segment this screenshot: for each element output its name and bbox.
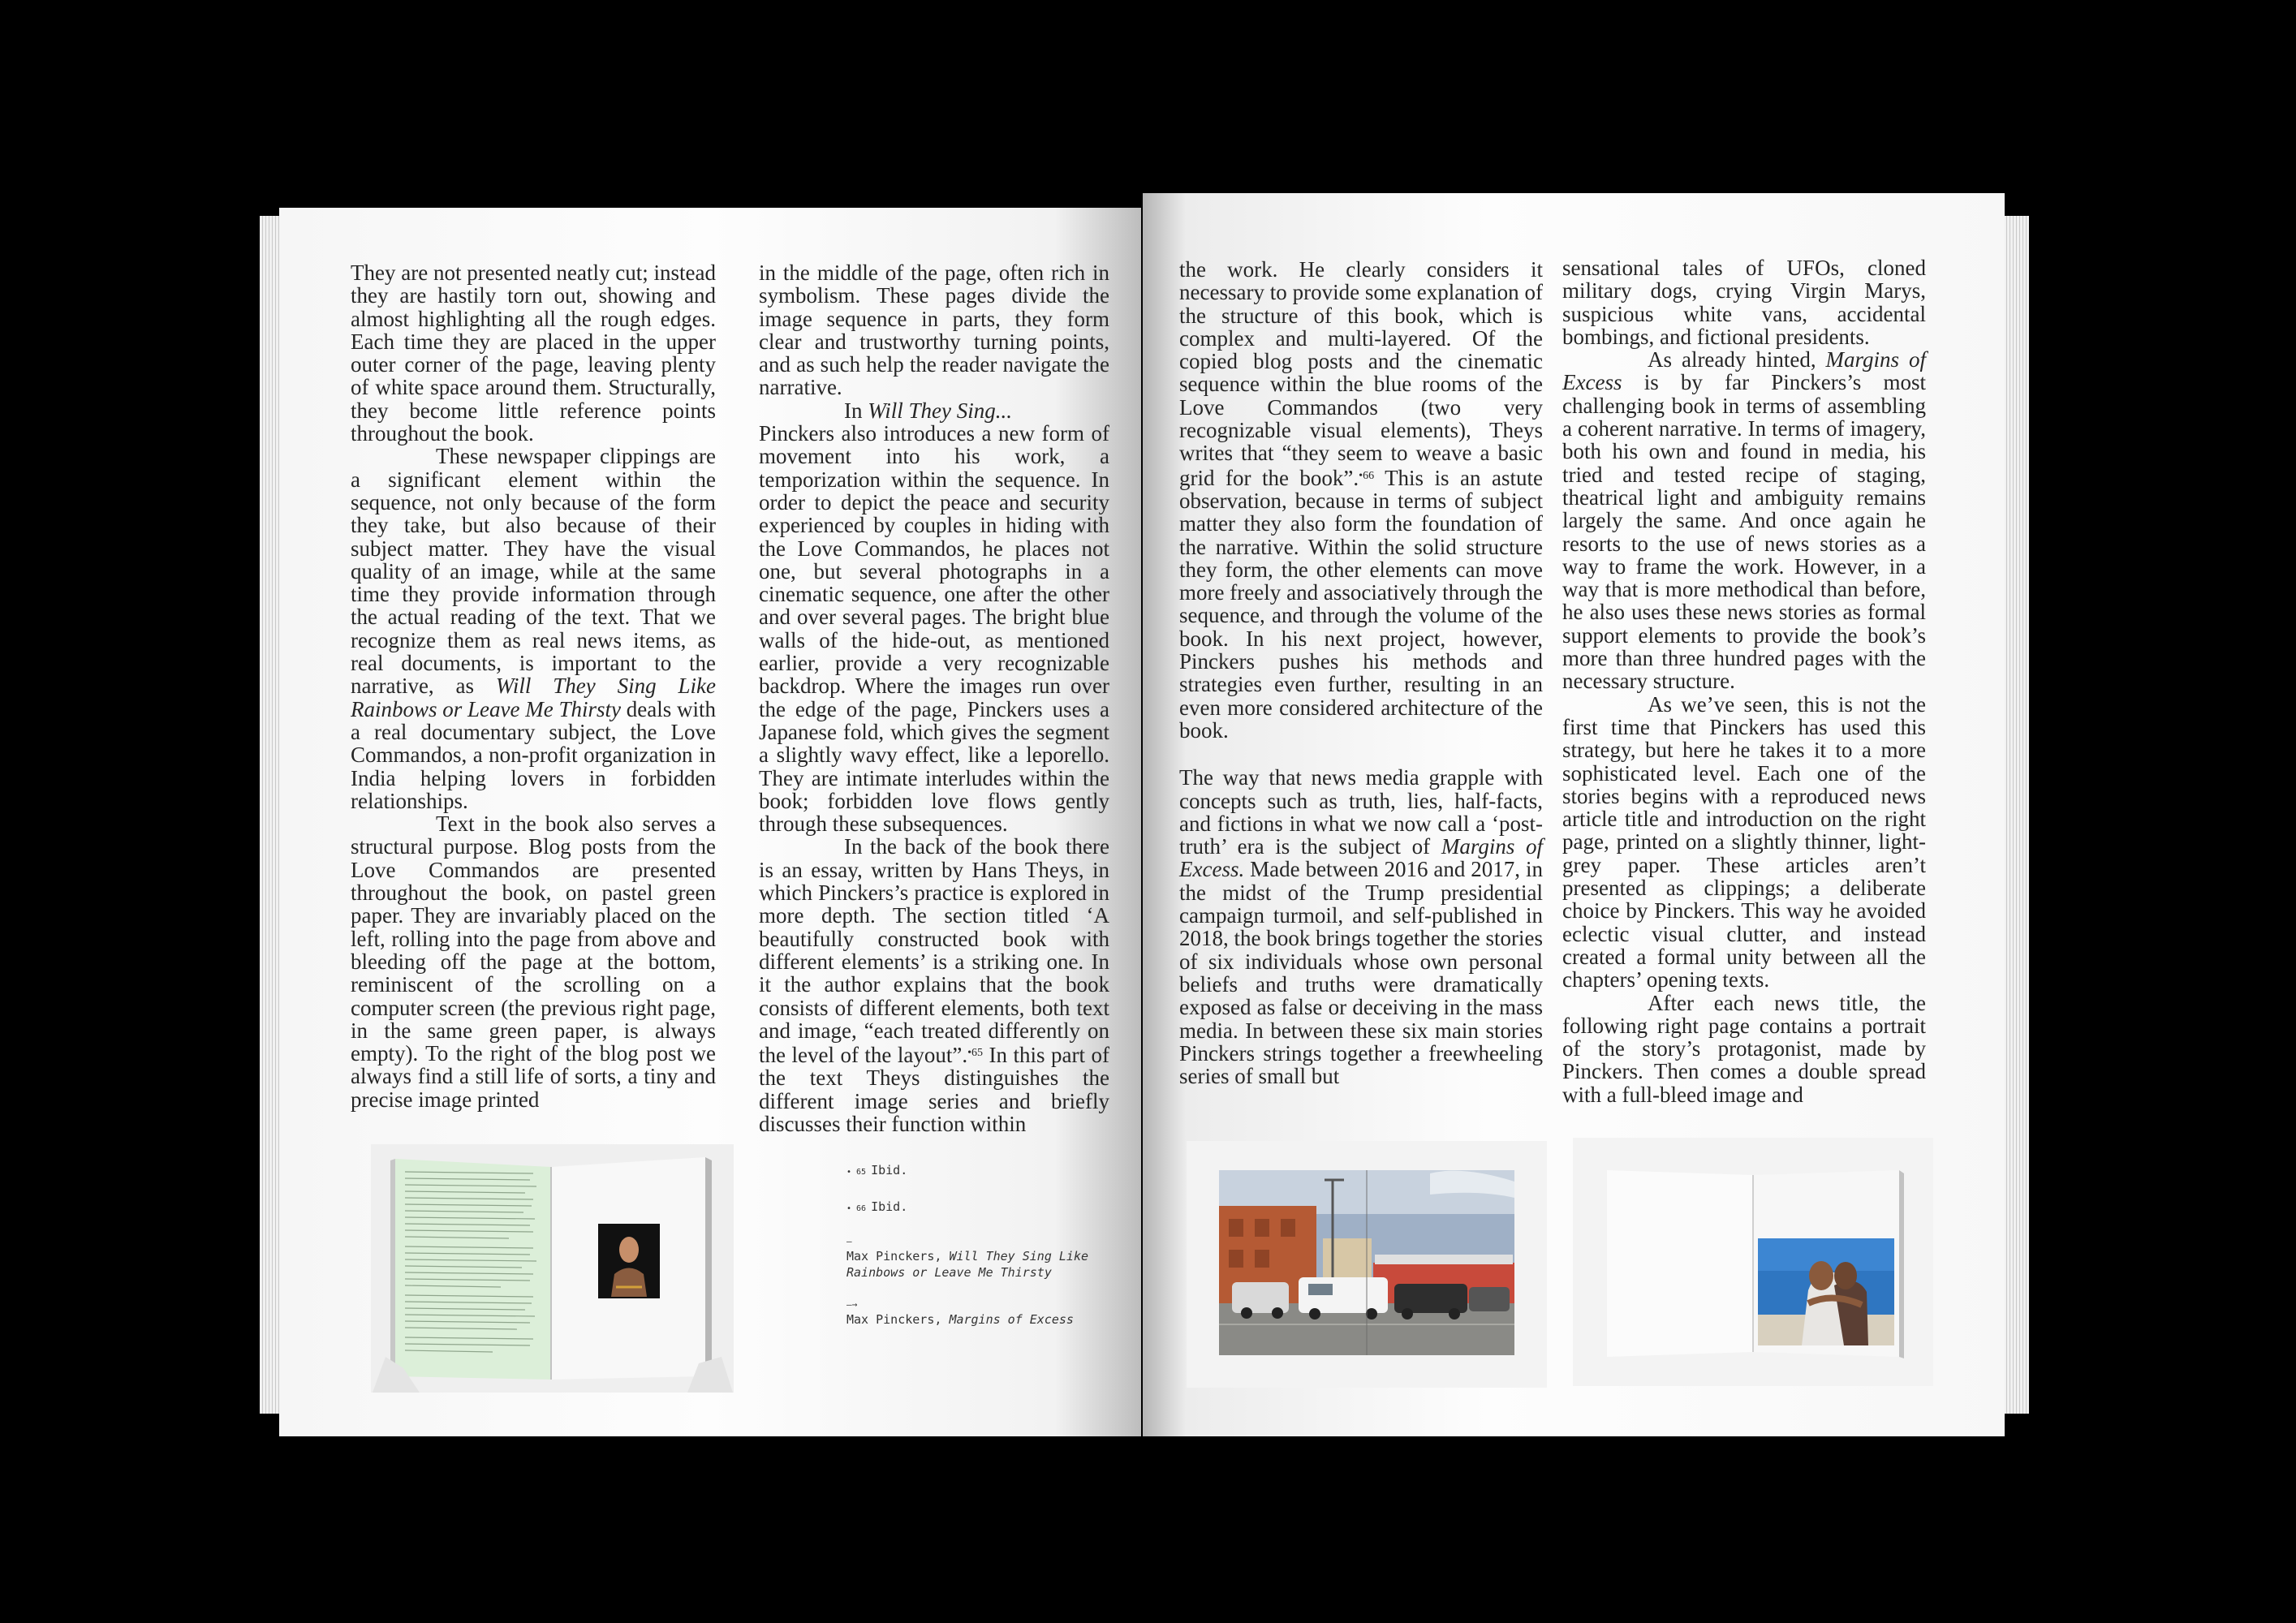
book-title: Margins of Excess. [1179,834,1544,882]
text-run: In [844,398,863,423]
footnote-ref: •66 [1359,469,1375,482]
right-page-column-1 [1179,258,1543,1087]
footnote-book-title: Will They Sing Like Rainbows or Leave Me Thirsty [846,1249,1089,1280]
footnote-text: Max Pinckers, Will They Sing Like Rainbows or Leave Me Thirsty [846,1249,1089,1280]
paragraph [351,445,716,812]
right-page-column-2 [1562,256,1926,1106]
paragraph: sensational tales of UFOs, cloned military dogs, crying Virgin Marys, suspicious white vans, accidental bombings, and fictional presidents. [1562,256,1926,349]
photo-margins-street-spread [1187,1141,1547,1388]
couple-image [1573,1138,1933,1386]
footnote-text: Ibid. [871,1163,908,1177]
paragraph: in the middle of the page, often rich in symbolism. These pages divide the image sequence in parts, they form clear and trustworthy turning points, and as such help the reader navigate the narrative. [759,260,1109,400]
footnote-mark: • 66 [846,1204,867,1213]
text-run: Made between 2016 and 2017, in the midst of the Trump presidential campaign turmoil, and self-published in 2018, the book brings together the stories of six individuals whose own personal beliefs and truths were dramatically exposed as false or deceiving in the mass media. In between these six main stories Pinckers strings together a freewheeling series of small but [1179,857,1543,1089]
photo-margins-portrait-spread [1573,1138,1933,1386]
footnote-65 [846,1162,1114,1181]
footnote-mark: • 65 [846,1168,867,1177]
paragraph: Pinckers also introduces a new form of movement into his work, a temporization within the sequence. In order to depict the peace and security experienced by couples in hiding with the Love Commandos, he places not one, but several photographs in a cinematic sequence, one after the other and over several pages. The bright blue walls of the hide-out, as mentioned earlier, provide a very recognizable backdrop. Where the images run over the edge of the page, Pinckers uses a Japanese fold, which gives the segment a slightly wavy effect, like a leporello. They are intimate interludes within the book; forbidden love flows gently through these subsequences. [759,421,1109,837]
paragraph: After each news title, the following right page contains a portrait of the story’s protagonist, made by Pinckers. Then comes a double spread with a full-bleed image and [1562,990,1926,1107]
text-run: the work. He clearly considers it necessary to provide some explanation of the structure of this book, which is complex and multi-layered. Of the copied blog posts and the cinematic sequence within the blue rooms of the Love Commandos (two very recognizable visual elements), Theys writes that “they seem to weave a basic grid for the book”. [1179,257,1543,490]
book-title: Will They Sing... [868,398,1012,423]
paragraph: They are not presented neatly cut; instead they are hastily torn out, showing and almost highlighting all the rough edges. Each time they are placed in the upper outer corner of the page, leaving plenty of white space around them. Structurally, they become little reference points throughout the book. [351,260,716,446]
left-page-column-2 [759,261,1109,1135]
footnote-margins-of-excess [846,1298,1114,1328]
paragraph [1562,348,1926,692]
text-run: This is an astute observation, because in terms of subject matter they also form the foundation of the narrative. Within the solid structure they form, the other elements can move more freely and associatively through the sequence, and through the volume of the book. In his next project, however, Pinckers pushes his methods and strategies even further, resulting in an even more considered architecture of the book. [1179,465,1543,743]
book-spread-image [371,1144,734,1393]
text-run: These newspaper clippings are a significant element within the sequence, not only because of the form they take, but also because of their subject matter. They have the visual quality of an image, while at the same time they provide information through the actual reading of the text. That we recognize them as real news items, as real documents, is important to the narrative, as [351,444,716,699]
left-page-column-1 [351,261,716,1111]
paragraph [759,835,1109,1135]
book-title: Will They Sing Like Rainbows or Leave Me Thirsty [351,674,716,721]
footnote-ref: •65 [967,1047,984,1060]
paragraph: Text in the book also serves a structural purpose. Blog posts from the Love Commandos are presented throughout the book, on pastel green paper. They are invariably placed on the left, rolling into the page from above and bleeding off the page at the bottom, reminiscent of the scrolling on a computer screen (the previous right page, in the same green paper, is always empty). To the right of the blog post we always find a still life of sorts, a tiny and precise image printed [351,812,716,1112]
paragraph: As we’ve seen, this is not the first time that Pinckers has used this strategy, but here he takes it to a more sophisticated level. Each one of the stories begins with a reproduced news article title and introduction on the right page, printed on a slightly thinner, light-grey paper. These articles aren’t presented as clippings; a deliberate choice by Pinckers. This way he avoided eclectic visual clutter, and instead created a formal unity between all the chapters’ opening texts. [1562,691,1926,992]
footnote-book-title: Margins of Excess [949,1312,1074,1327]
text-run: In the back of the book there is an essay, written by Hans Theys, in which Pinckers’s practice is explored in more depth. The section titled ‘A beautifully constructed book with different elements’ is a striking one. In it the author explains that the book consists of different elements, both text and image, “each treated differently on the level of the layout”. [759,834,1109,1068]
paragraph [759,399,1109,422]
paragraph [1179,766,1543,1087]
street-scene-image [1187,1141,1547,1388]
text-run: As already hinted, [1648,347,1816,372]
text-run: In this part of the text Theys distinguishes the different image series and briefly discusses their function within [759,1043,1109,1136]
text-run: is by far Pinckers’s most challenging book in terms of assembling a coherent narrative. In terms of imagery, both his own and found in media, his tried and tested recipe of staging, theatrical light and ambiguity remains largely the same. And once again he resorts to the use of news stories as a way to frame the work. However, in a way that is more methodical than before, he also uses these news stories as formal support elements to provide the book’s more than three hundred pages with the necessary structure. [1562,370,1927,694]
footnote-mark: — [846,1236,852,1246]
footnote-text: Max Pinckers, Margins of Excess [846,1312,1074,1327]
text-run: deals with a real documentary subject, the Love Commandos, a non-profit organization in India helping lovers in forbidden relationships. [351,696,716,813]
book-title: Margins of Excess [1562,347,1927,395]
text-run: The way that news media grapple with concepts such as truth, lies, half-facts, and fictions in what we now call a ‘post-truth’ era is the subject of [1179,765,1543,859]
footnote-mark: —→ [846,1299,858,1310]
footnote-text: Ibid. [871,1199,908,1214]
footnote-will-they-sing [846,1235,1114,1281]
paragraph [1179,258,1543,742]
photo-will-they-sing-spread [371,1144,734,1393]
footnote-66 [846,1199,1114,1217]
footnotes [846,1162,1114,1345]
